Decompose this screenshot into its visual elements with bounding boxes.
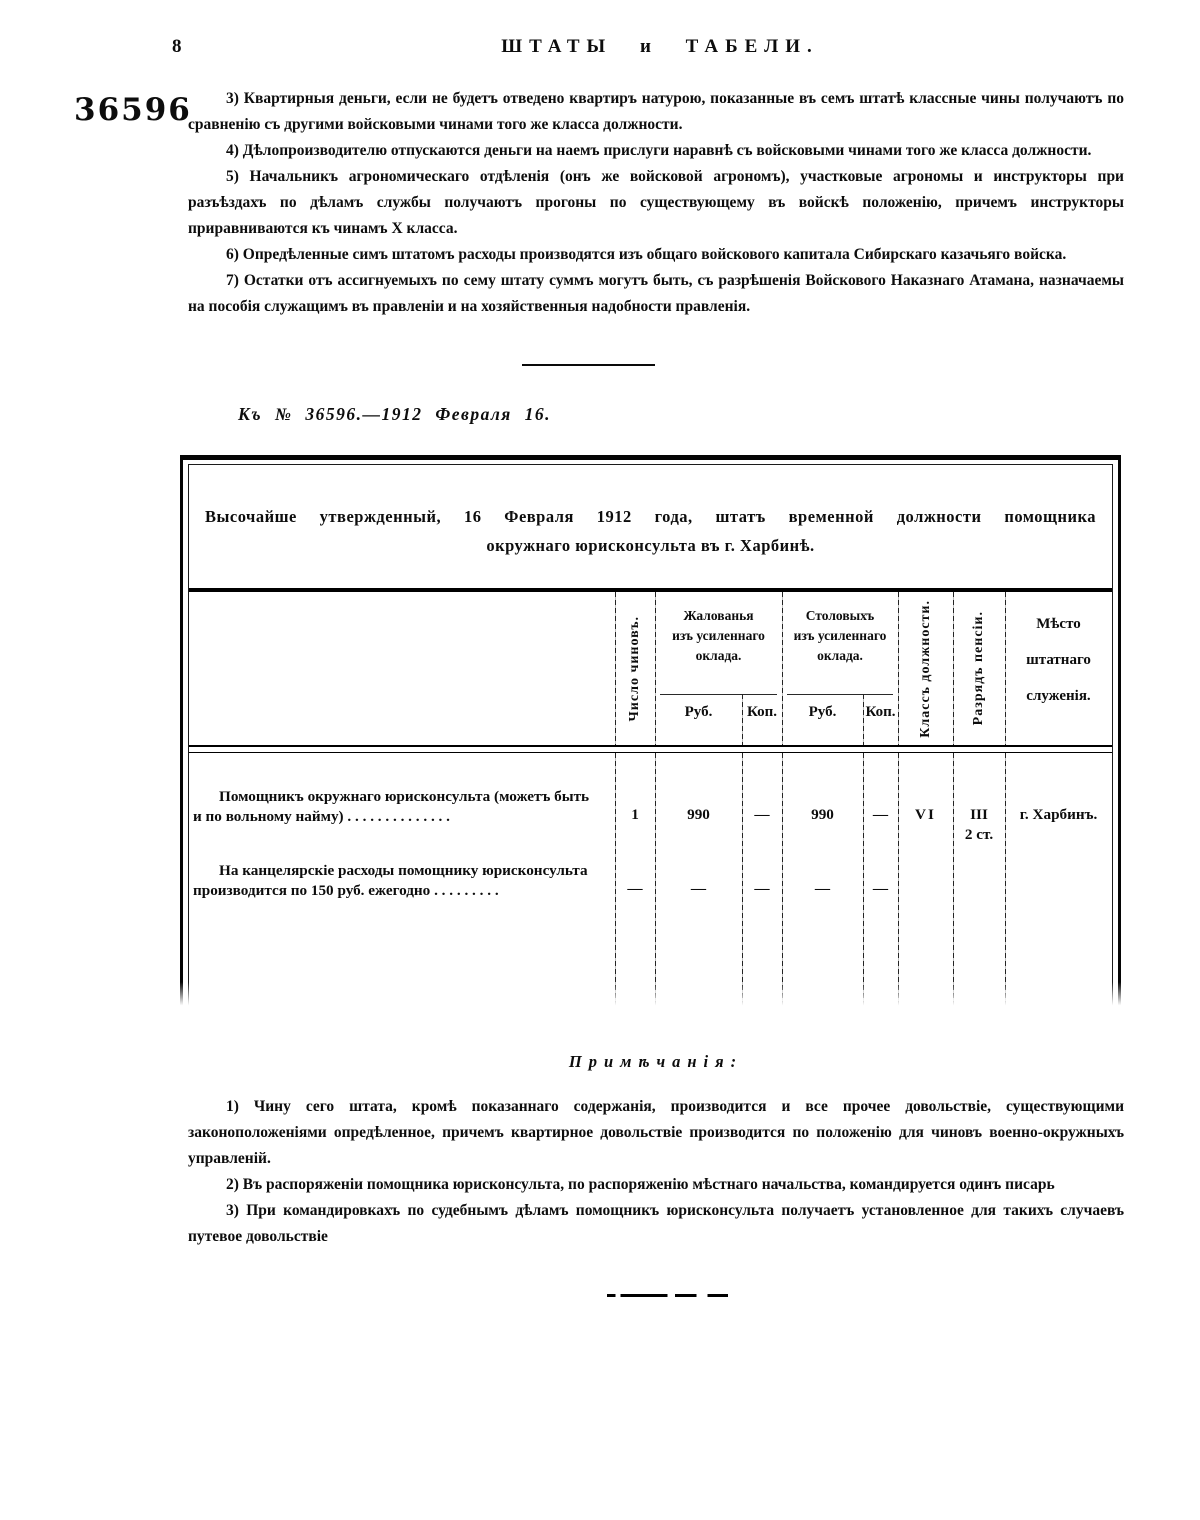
scan-fade-artifact <box>176 982 1126 1012</box>
column-rule <box>898 753 899 1007</box>
column-rule <box>953 753 954 1007</box>
act-number-margin: 36596 <box>74 92 192 128</box>
note-2: 2) Въ распоряженіи помощника юрисконсульта, по распоряженію мѣстнаго начальства, командируется одинъ писарь <box>226 1176 1055 1193</box>
table-title-line2: окружнаго юрисконсульта въ г. Харбинѣ. <box>486 536 815 555</box>
table-title <box>189 465 1112 592</box>
provision-5: 5) Начальникъ агрономическаго отдѣленія (онъ же войсковой агрономъ), участковые агрономы и инструкторы при разъѣздахъ по дѣламъ службы получаютъ прогоны по существующему въ войскѣ положенію, причемъ инструкторы приравниваются къ чинамъ X класса. <box>188 168 1124 237</box>
provision-4: 4) Дѣлопроизводителю отпускаются деньги на наемъ прислуги наравнѣ съ войсковыми чинами того же класса должности. <box>226 142 1092 159</box>
header-body-double-rule <box>189 745 1112 753</box>
cell-salary-rubles: — <box>690 880 707 897</box>
cell-salary-kopecks: — <box>754 880 770 897</box>
table-title-line1: Высочайше утвержденный, 16 Февраля 1912 года, штатъ временной должности помощника <box>205 507 1096 526</box>
place-header-line3: служенія. <box>1026 688 1091 704</box>
notes-block <box>188 1094 1124 1250</box>
subheader-rule <box>787 694 893 695</box>
cell-board-rubles: — <box>814 880 831 897</box>
end-divider-rule <box>607 1294 728 1297</box>
provision-6: 6) Опредѣленные симъ штатомъ расходы производятся изъ общаго войскового капитала Сибирскаго казачьяго войска. <box>226 246 1067 263</box>
provision-3: 3) Квартирныя деньги, если не будетъ отведено квартиръ натурою, показанные въ семъ штатѣ классные чины получаютъ по сравненію съ другими войсковыми чинами того же класса должности. <box>188 90 1124 133</box>
salary-group-line2: изъ усиленнаго <box>672 628 765 643</box>
row-description: Помощникъ окружнаго юрисконсульта (можетъ быть и по вольному найму) . . . . . . . . . . . . . . <box>193 788 590 825</box>
subheader-rule <box>660 694 777 695</box>
column-header-number-of-ranks: Число чиновъ. <box>627 615 642 722</box>
column-rule <box>1005 753 1006 1007</box>
table-header-row <box>189 592 1112 745</box>
place-header-line2: штатнаго <box>1026 652 1091 668</box>
act-reference-line: Къ № 36596.—1912 Февраля 16. <box>238 404 552 424</box>
staff-table <box>180 455 1121 1007</box>
cell-pension-category: III 2 ст. <box>964 806 994 843</box>
cell-salary-kopecks: — <box>754 806 770 823</box>
column-header-kopecks: Коп. <box>865 704 896 720</box>
column-header-class-of-post: Классъ должности. <box>917 599 933 738</box>
cell-salary-rubles: 990 <box>687 806 710 823</box>
staff-table-inner-frame <box>188 464 1113 1007</box>
column-header-pension-category: Разрядъ пенсіи. <box>971 611 986 726</box>
note-3: 3) При командировкахъ по судебнымъ дѣламъ помощникъ юрисконсульта получаетъ установленное для такихъ случаевъ путевое довольствіе <box>188 1202 1124 1245</box>
salary-group-line3: оклада. <box>695 648 742 663</box>
column-header-place-of-service <box>1005 592 1112 745</box>
provision-7: 7) Остатки отъ ассигнуемыхъ по сему штату суммъ могутъ быть, съ разрѣшенія Войскового Наказнаго Атамана, назначаемы на пособія служащимъ въ правленіи и на хозяйственныя надобности правленія. <box>188 272 1124 315</box>
table-body <box>189 753 1112 1007</box>
board-group-line2: изъ усиленнаго <box>793 628 887 643</box>
column-header-rubles: Руб. <box>684 704 713 720</box>
provisions-block <box>188 86 1124 320</box>
board-group-line3: оклада. <box>817 648 863 663</box>
notes-heading: Примѣчанія: <box>568 1052 744 1071</box>
board-group-line1: Столовыхъ <box>805 608 875 623</box>
salary-group-line1: Жалованья <box>683 608 754 623</box>
cell-board-kopecks: — <box>872 880 889 897</box>
column-header-kopecks: Коп. <box>746 704 778 720</box>
column-group-salary <box>655 592 782 745</box>
column-group-board-money <box>782 592 898 745</box>
cell-class-of-post: VI <box>915 806 936 823</box>
page-number: 8 <box>172 36 182 57</box>
column-header-rubles: Руб. <box>808 704 837 720</box>
cell-number-of-ranks: 1 <box>631 806 639 823</box>
cell-board-kopecks: — <box>872 806 889 823</box>
cell-place-of-service: г. Харбинъ. <box>1019 806 1098 823</box>
note-1: 1) Чину сего штата, кромѣ показаннаго содержанія, производится и все прочее довольствіе, существующими законоположеніями опредѣленное, причемъ квартирное довольствіе производится по положенію для чиновъ военно-окружныхъ управленій. <box>188 1098 1124 1167</box>
section-divider-rule <box>522 364 655 366</box>
cell-number-of-ranks: — <box>627 880 643 897</box>
cell-board-rubles: 990 <box>811 806 834 823</box>
place-header-line1: Мѣсто <box>1036 616 1081 632</box>
running-head-title: ШТАТЫ и ТАБЕЛИ. <box>501 36 819 57</box>
row-description: На канцелярскіе расходы помощнику юрисконсульта производится по 150 руб. ежегодно . . . . . . . . . <box>193 862 588 899</box>
